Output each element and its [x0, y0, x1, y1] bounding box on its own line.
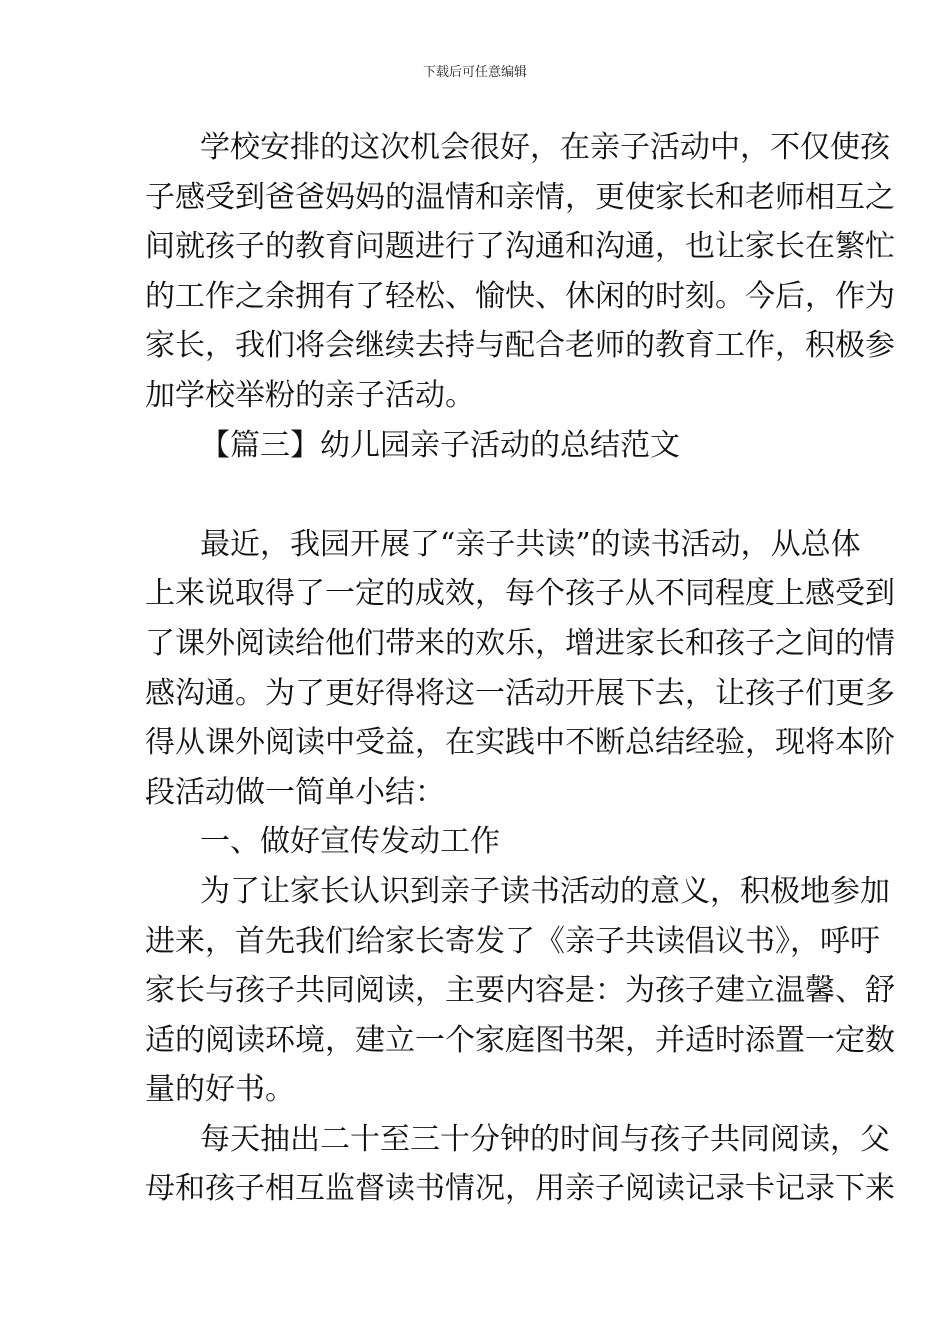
text-line: 加学校举粉的亲子活动。 [145, 377, 475, 413]
text-line: 了课外阅读给他们带来的欢乐，增进家长和孩子之间的情 [145, 625, 895, 661]
text-line: 家长，我们将会继续去持与配合老师的教育工作，积极参 [145, 328, 895, 364]
text-line: 最近，我园开展了“亲子共读”的读书活动，从总体 [200, 526, 861, 562]
blank-line [145, 470, 810, 520]
text-line: 得从课外阅读中受益，在实践中不断总结经验，现将本阶 [145, 725, 895, 761]
text-line: 每天抽出二十至三十分钟的时间与孩子共同阅读，父 [200, 1121, 890, 1157]
text-line: 子感受到爸爸妈妈的温情和亲情，更使家长和老师相互之 [145, 179, 895, 215]
text-line: 量的好书。 [145, 1072, 295, 1108]
text-line: 一、做好宣传发动工作 [200, 824, 500, 860]
text-line: 上来说取得了一定的成效，每个孩子从不同程度上感受到 [145, 576, 895, 612]
text-line: 感沟通。为了更好得将这一活动开展下去，让孩子们更多 [145, 675, 895, 711]
text-line: 的工作之余拥有了轻松、愉快、休闲的时刻。今后，作为 [145, 278, 895, 314]
page-header: 下载后可任意编辑 [422, 65, 527, 80]
text-line: 【篇三】幼儿园亲子活动的总结范文 [200, 427, 680, 463]
document-body [145, 123, 895, 1214]
text-line: 母和孩子相互监督读书情况，用亲子阅读记录卡记录下来 [145, 1171, 895, 1207]
text-line: 适的阅读环境，建立一个家庭图书架，并适时添置一定数 [145, 1022, 895, 1058]
text-line: 间就孩子的教育问题进行了沟通和沟通，也让家长在繁忙 [145, 229, 895, 265]
text-line: 进来，首先我们给家长寄发了《亲子共读倡议书》，呼吁 [145, 923, 880, 959]
text-line: 段活动做一简单小结： [145, 774, 445, 810]
text-line: 家长与孩子共同阅读，主要内容是：为孩子建立温馨、舒 [145, 973, 895, 1009]
text-line: 为了让家长认识到亲子读书活动的意义，积极地参加 [200, 873, 890, 909]
text-line: 学校安排的这次机会很好，在亲子活动中，不仅使孩 [200, 130, 890, 165]
